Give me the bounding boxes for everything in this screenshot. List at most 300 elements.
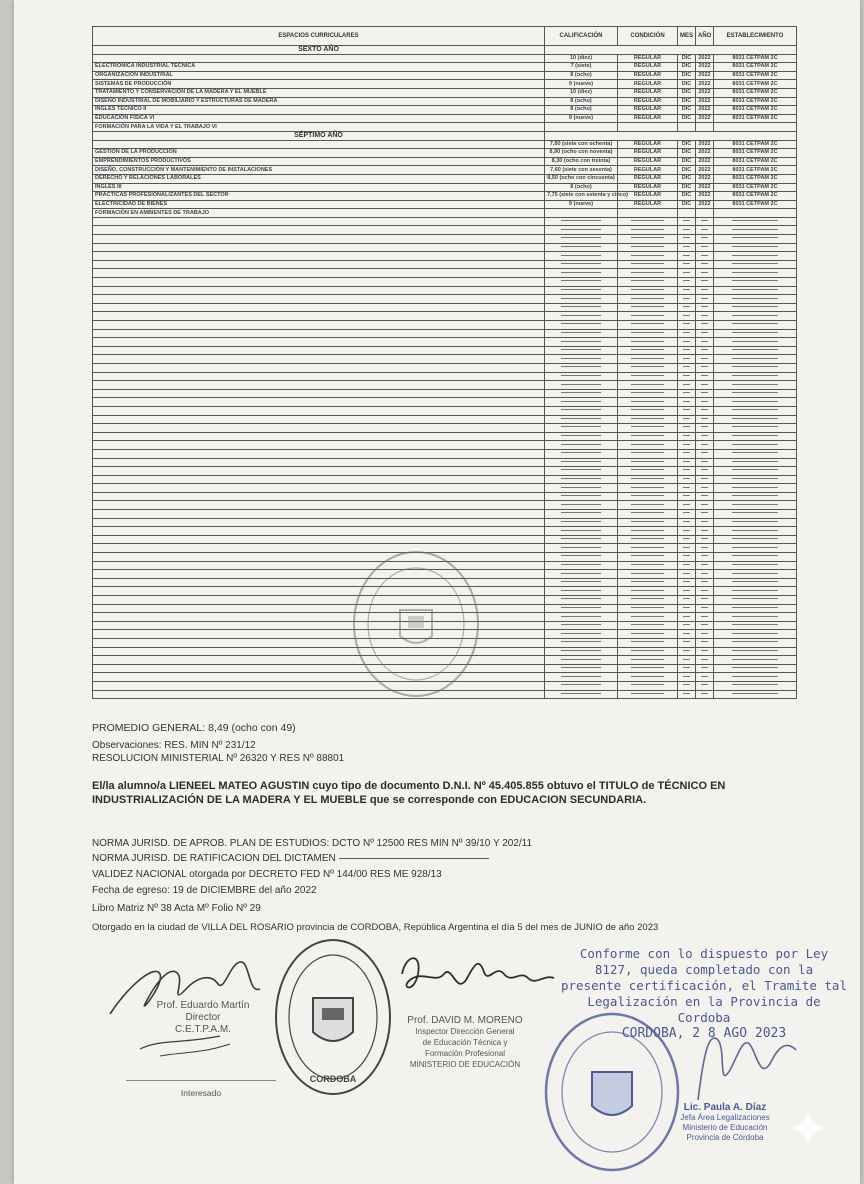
blank-cell [696, 484, 714, 493]
dash-mark [561, 504, 602, 505]
dash-mark [732, 435, 779, 436]
month-cell: DIC [678, 54, 696, 63]
dash-mark [631, 229, 664, 230]
grade-cell: 10 (diez) [545, 54, 618, 63]
dash-mark [732, 289, 779, 290]
condition-cell [618, 123, 678, 132]
blank-cell [678, 630, 696, 639]
blank-row [93, 226, 797, 235]
blank-cell [93, 243, 545, 252]
blank-row [93, 518, 797, 527]
table-row [93, 88, 797, 97]
blank-row [93, 398, 797, 407]
dash-mark [631, 512, 664, 513]
dash-mark [683, 341, 691, 342]
school-cell: 8031 CETPAM 2C [714, 149, 797, 158]
blank-cell [618, 656, 678, 665]
month-cell: DIC [678, 149, 696, 158]
dash-mark [631, 366, 664, 367]
dash-mark [732, 495, 779, 496]
blank-cell [678, 329, 696, 338]
dash-mark [732, 315, 779, 316]
norm-line-6: Otorgado en la ciudad de VILLA DEL ROSARIO provincia de CORDOBA, República Argentina el día 5 del mes de JUNIO de año 2023 [92, 922, 659, 933]
table-row [93, 106, 797, 115]
subject-cell: SISTEMAS DE PRODUCCIÓN [93, 80, 545, 89]
blank-cell [93, 484, 545, 493]
blank-cell [678, 260, 696, 269]
dash-mark [561, 684, 602, 685]
left-signer-name: Prof. Eduardo Martín [156, 1000, 250, 1011]
seal-city: CORDOBA [309, 1074, 357, 1084]
blank-cell [618, 596, 678, 605]
blank-cell [714, 415, 797, 424]
blank-cell [618, 638, 678, 647]
dash-mark [561, 272, 602, 273]
dash-mark [683, 289, 691, 290]
blank-cell [714, 338, 797, 347]
blank-cell [545, 673, 618, 682]
dash-mark [631, 581, 664, 582]
condition-cell: REGULAR [618, 97, 678, 106]
dash-mark [631, 444, 664, 445]
school-cell: 8031 CETPAM 2C [714, 54, 797, 63]
blank-cell [545, 484, 618, 493]
table-row [93, 140, 797, 149]
grade-cell: 7,75 (siete con setenta y cinco) [545, 192, 618, 201]
blank-cell [678, 372, 696, 381]
year-cell: 2022 [696, 183, 714, 192]
middle-signer-role4: MINISTERIO DE EDUCACIÓN [409, 1060, 521, 1069]
dash-mark [701, 444, 709, 445]
blank-cell [696, 596, 714, 605]
dash-mark [701, 366, 709, 367]
section-row [93, 131, 797, 140]
blank-cell [678, 673, 696, 682]
condition-cell: REGULAR [618, 54, 678, 63]
dash-mark [631, 564, 664, 565]
month-cell [678, 209, 696, 218]
blank-cell [93, 338, 545, 347]
dash-mark [683, 384, 691, 385]
blank-cell [696, 527, 714, 536]
year-cell: 2022 [696, 200, 714, 209]
dash-mark [683, 573, 691, 574]
dash-mark [631, 487, 664, 488]
right-signer-role1: Jefa Área Legalizaciones [680, 1113, 770, 1122]
blank-cell [678, 475, 696, 484]
subject-cell: TRATAMIENTO Y CONSERVACIÓN DE LA MADERA Y EL MUEBLE [93, 88, 545, 97]
dash-mark [631, 633, 664, 634]
blank-cell [93, 406, 545, 415]
dash-mark [683, 255, 691, 256]
blank-cell [696, 604, 714, 613]
blank-cell [93, 252, 545, 261]
month-cell: DIC [678, 88, 696, 97]
dash-mark [701, 478, 709, 479]
condition-cell: REGULAR [618, 200, 678, 209]
subject-cell [93, 54, 545, 63]
dash-mark [732, 366, 779, 367]
dash-mark [701, 375, 709, 376]
middle-signer-block [380, 1015, 550, 1070]
subject-cell: FORMACIÓN PARA LA VIDA Y EL TRABAJO VI [93, 123, 545, 132]
dash-mark [561, 616, 602, 617]
year-cell [696, 123, 714, 132]
dash-mark [732, 392, 779, 393]
middle-signer-role1: Inspector Dirección General [415, 1027, 515, 1036]
blank-cell [696, 656, 714, 665]
blank-cell [618, 295, 678, 304]
dash-mark [561, 401, 602, 402]
dash-mark [631, 667, 664, 668]
blank-cell [93, 501, 545, 510]
blank-cell [618, 441, 678, 450]
blank-cell [714, 278, 797, 287]
blank-cell [678, 424, 696, 433]
blank-row [93, 252, 797, 261]
school-cell: 8031 CETPAM 2C [714, 183, 797, 192]
condition-cell: REGULAR [618, 149, 678, 158]
dash-mark [683, 504, 691, 505]
year-cell: 2022 [696, 71, 714, 80]
header-subjects: ESPACIOS CURRICULARES [93, 27, 545, 46]
section-title: SEXTO AÑO [93, 46, 545, 55]
blank-cell [93, 449, 545, 458]
blank-cell [678, 303, 696, 312]
dash-mark [561, 573, 602, 574]
blank-row [93, 535, 797, 544]
dash-mark [631, 676, 664, 677]
dash-mark [561, 255, 602, 256]
dash-mark [701, 461, 709, 462]
table-row [93, 97, 797, 106]
blank-cell [545, 286, 618, 295]
dash-mark [561, 650, 602, 651]
blank-cell [714, 527, 797, 536]
dash-mark [683, 564, 691, 565]
dash-mark [701, 547, 709, 548]
dash-mark [683, 624, 691, 625]
dash-mark [701, 495, 709, 496]
dash-mark [631, 289, 664, 290]
blank-cell [545, 604, 618, 613]
blank-cell [93, 303, 545, 312]
dash-mark [561, 237, 602, 238]
blank-cell [618, 492, 678, 501]
blank-cell [618, 252, 678, 261]
dash-mark [561, 478, 602, 479]
blank-cell [696, 243, 714, 252]
title-statement: El/la alumno/a LIENEEL MATEO AGUSTIN cuyo tipo de documento D.N.I. Nº 45.405.855 obtuvo el TITULO de TÉCNICO EN INDUSTRIALIZACIÓN DE LA MADERA Y EL MUEBLE que se corresponde con EDUCACION SECUNDARIA. [92, 780, 726, 806]
dash-mark [631, 624, 664, 625]
blank-cell [545, 647, 618, 656]
dash-mark [561, 349, 602, 350]
blank-cell [678, 235, 696, 244]
dash-mark [683, 418, 691, 419]
blank-cell [678, 656, 696, 665]
blank-cell [618, 467, 678, 476]
dash-mark [701, 659, 709, 660]
blank-cell [545, 217, 618, 226]
dash-mark [631, 401, 664, 402]
blank-cell [678, 355, 696, 364]
blank-row [93, 510, 797, 519]
blank-cell [696, 458, 714, 467]
month-cell: DIC [678, 192, 696, 201]
dash-mark [561, 521, 602, 522]
blank-cell [678, 492, 696, 501]
dash-mark [732, 590, 779, 591]
header-grade: CALIFICACIÓN [545, 27, 618, 46]
blank-cell [678, 458, 696, 467]
blank-cell [714, 312, 797, 321]
dash-mark [732, 323, 779, 324]
dash-mark [631, 246, 664, 247]
dash-mark [561, 530, 602, 531]
blank-cell [545, 415, 618, 424]
dash-mark [683, 298, 691, 299]
blank-cell [545, 243, 618, 252]
dash-mark [631, 341, 664, 342]
cert-line-4: Legalización en la Provincia de Cordoba [587, 994, 821, 1025]
blank-cell [714, 492, 797, 501]
blank-cell [714, 217, 797, 226]
dash-mark [631, 521, 664, 522]
dash-mark [701, 616, 709, 617]
dash-mark [701, 676, 709, 677]
right-signer-block [650, 1103, 800, 1143]
blank-cell [678, 432, 696, 441]
dash-mark [561, 676, 602, 677]
blank-cell [678, 363, 696, 372]
dash-mark [732, 237, 779, 238]
blank-cell [696, 389, 714, 398]
blank-cell [714, 656, 797, 665]
blank-cell [714, 553, 797, 562]
dash-mark [631, 461, 664, 462]
blank-row [93, 363, 797, 372]
dash-mark [732, 341, 779, 342]
year-cell: 2022 [696, 114, 714, 123]
blank-cell [678, 295, 696, 304]
blank-cell [545, 613, 618, 622]
blank-cell [93, 458, 545, 467]
section-title: SÉPTIMO AÑO [93, 131, 545, 140]
blank-cell [545, 389, 618, 398]
blank-cell [696, 673, 714, 682]
blank-cell [618, 312, 678, 321]
blank-cell [714, 630, 797, 639]
blank-cell [678, 501, 696, 510]
blank-cell [618, 458, 678, 467]
blank-row [93, 338, 797, 347]
dash-mark [631, 469, 664, 470]
blank-cell [696, 398, 714, 407]
blank-cell [93, 441, 545, 450]
table-row [93, 174, 797, 183]
school-cell: 8031 CETPAM 2C [714, 166, 797, 175]
dash-mark [683, 349, 691, 350]
blank-cell [678, 415, 696, 424]
blank-cell [696, 269, 714, 278]
table-row [93, 63, 797, 72]
blank-cell [696, 621, 714, 630]
blank-cell [545, 321, 618, 330]
subject-cell: EDUCACIÓN FÍSICA VI [93, 114, 545, 123]
blank-cell [714, 510, 797, 519]
left-signer-block [118, 1000, 288, 1036]
blank-cell [93, 467, 545, 476]
dash-mark [561, 512, 602, 513]
dash-mark [631, 607, 664, 608]
blank-cell [678, 269, 696, 278]
dash-mark [701, 693, 709, 694]
dash-mark [561, 229, 602, 230]
blank-cell [93, 363, 545, 372]
blank-cell [714, 647, 797, 656]
dash-mark [683, 323, 691, 324]
dash-mark [732, 676, 779, 677]
blank-row [93, 260, 797, 269]
subject-cell: ELECTRÓNICA INDUSTRIAL TÉCNICA [93, 63, 545, 72]
dash-mark [732, 452, 779, 453]
dash-mark [683, 530, 691, 531]
blank-cell [618, 484, 678, 493]
blank-cell [618, 372, 678, 381]
blank-row [93, 372, 797, 381]
dash-mark [631, 255, 664, 256]
observaciones-line: Observaciones: RES. MIN Nº 231/12 [92, 740, 256, 751]
blank-cell [714, 381, 797, 390]
blank-row [93, 243, 797, 252]
dash-mark [732, 521, 779, 522]
blank-cell [714, 398, 797, 407]
month-cell: DIC [678, 63, 696, 72]
dash-mark [683, 237, 691, 238]
blank-cell [618, 286, 678, 295]
dash-mark [701, 384, 709, 385]
dash-mark [732, 444, 779, 445]
blank-cell [93, 432, 545, 441]
blank-cell [678, 406, 696, 415]
blank-row [93, 312, 797, 321]
blank-cell [545, 467, 618, 476]
blank-cell [545, 535, 618, 544]
blank-cell [545, 295, 618, 304]
school-cell: 8031 CETPAM 2C [714, 71, 797, 80]
blank-cell [93, 217, 545, 226]
subject-cell: INGLÉS III [93, 183, 545, 192]
school-cell: 8031 CETPAM 2C [714, 200, 797, 209]
dash-mark [561, 280, 602, 281]
dash-mark [683, 358, 691, 359]
dash-mark [732, 693, 779, 694]
blank-cell [545, 449, 618, 458]
dash-mark [732, 384, 779, 385]
dash-mark [683, 263, 691, 264]
blank-cell [545, 269, 618, 278]
blank-cell [678, 535, 696, 544]
blank-cell [545, 587, 618, 596]
norm-line-1: NORMA JURISD. DE APROB. PLAN DE ESTUDIOS: DCTO Nº 12500 RES MIN Nº 39/10 Y 202/11 [92, 838, 533, 849]
grade-cell: 8 (ocho) [545, 106, 618, 115]
blank-cell [93, 389, 545, 398]
condition-cell [618, 209, 678, 218]
blank-cell [618, 355, 678, 364]
blank-cell [545, 355, 618, 364]
subject-cell: DISEÑO, CONSTRUCCIÓN Y MANTENIMIENTO DE INSTALACIONES [93, 166, 545, 175]
dash-mark [683, 478, 691, 479]
dash-mark [561, 444, 602, 445]
blank-cell [714, 467, 797, 476]
blank-cell [696, 630, 714, 639]
blank-cell [93, 424, 545, 433]
dash-mark [561, 366, 602, 367]
blank-cell [678, 389, 696, 398]
blank-cell [714, 252, 797, 261]
blank-cell [545, 638, 618, 647]
dash-mark [732, 487, 779, 488]
blank-cell [545, 260, 618, 269]
inspector-signature [392, 944, 562, 1014]
blank-cell [618, 321, 678, 330]
dash-mark [732, 607, 779, 608]
blank-cell [678, 647, 696, 656]
blank-cell [678, 381, 696, 390]
dash-mark [732, 512, 779, 513]
blank-cell [545, 363, 618, 372]
dash-mark [631, 590, 664, 591]
blank-row [93, 432, 797, 441]
blank-cell [93, 235, 545, 244]
middle-signer-name: Prof. DAVID M. MORENO [407, 1015, 523, 1026]
header-year: AÑO [696, 27, 714, 46]
grade-cell: 10 (diez) [545, 88, 618, 97]
dash-mark [732, 409, 779, 410]
blank-cell [714, 664, 797, 673]
blank-cell [93, 510, 545, 519]
blank-cell [618, 226, 678, 235]
dash-mark [683, 676, 691, 677]
year-cell: 2022 [696, 149, 714, 158]
dash-mark [732, 573, 779, 574]
blank-cell [618, 681, 678, 690]
dash-mark [561, 220, 602, 221]
grade-cell: 7,60 (siete con sesenta) [545, 166, 618, 175]
blank-cell [696, 303, 714, 312]
dash-mark [561, 487, 602, 488]
blank-cell [93, 381, 545, 390]
table-row [93, 71, 797, 80]
blank-cell [678, 664, 696, 673]
dash-mark [732, 538, 779, 539]
month-cell: DIC [678, 97, 696, 106]
blank-cell [618, 243, 678, 252]
dash-mark [683, 435, 691, 436]
blank-cell [545, 681, 618, 690]
blank-cell [678, 518, 696, 527]
blank-row [93, 346, 797, 355]
dash-mark [683, 512, 691, 513]
sparkle-icon [784, 1104, 832, 1152]
dash-mark [701, 504, 709, 505]
dash-mark [561, 581, 602, 582]
blank-cell [545, 630, 618, 639]
blank-cell [714, 432, 797, 441]
blank-cell [618, 406, 678, 415]
blank-cell [714, 269, 797, 278]
dash-mark [631, 306, 664, 307]
